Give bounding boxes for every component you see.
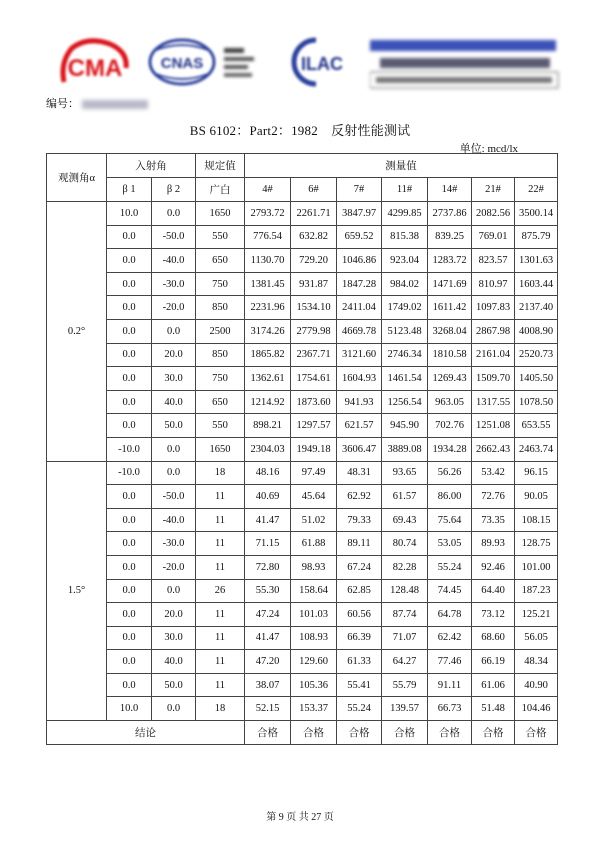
sample-header: 6#	[291, 178, 337, 202]
measured-value-cell: 187.23	[515, 579, 558, 603]
beta1-cell: -10.0	[107, 461, 152, 485]
table-row	[47, 437, 558, 461]
table-row	[47, 319, 558, 343]
measured-value-cell: 69.43	[382, 508, 428, 532]
conclusion-cell: 合格	[245, 721, 291, 745]
ilac-logo-icon	[272, 36, 358, 88]
registration-mark-icon	[222, 44, 258, 84]
measured-value-cell: 86.00	[428, 485, 472, 509]
measured-value-cell: 153.37	[291, 697, 337, 721]
measured-value-cell: 108.15	[515, 508, 558, 532]
measured-value-cell: 898.21	[245, 414, 291, 438]
measured-value-cell: 125.21	[515, 603, 558, 627]
observation-angle-cell: 0.2°	[47, 202, 107, 462]
measured-value-cell: 53.42	[472, 461, 515, 485]
header-logos	[58, 34, 558, 96]
cnas-logo-text: CNAS	[160, 55, 204, 72]
measured-value-cell: 653.55	[515, 414, 558, 438]
measured-value-cell: 62.42	[428, 626, 472, 650]
measured-value-cell: 776.54	[245, 225, 291, 249]
measured-value-cell: 96.15	[515, 461, 558, 485]
beta2-cell: 0.0	[152, 319, 196, 343]
table-row	[47, 367, 558, 391]
measured-value-cell: 61.33	[337, 650, 382, 674]
spec-value-cell: 18	[196, 461, 245, 485]
table-row	[47, 532, 558, 556]
header-row-1	[47, 154, 558, 178]
beta2-cell: -50.0	[152, 225, 196, 249]
beta2-cell: 50.0	[152, 414, 196, 438]
table-row	[47, 673, 558, 697]
measured-value-cell: 104.46	[515, 697, 558, 721]
table-row	[47, 485, 558, 509]
beta1-cell: 0.0	[107, 508, 152, 532]
measured-value-cell: 923.04	[382, 249, 428, 273]
conclusion-cell: 合格	[291, 721, 337, 745]
table-row	[47, 272, 558, 296]
spec-value-cell: 11	[196, 673, 245, 697]
cnas-logo-icon	[146, 36, 218, 88]
measured-value-cell: 1603.44	[515, 272, 558, 296]
measured-value-cell: 1934.28	[428, 437, 472, 461]
measured-value-cell: 1461.54	[382, 367, 428, 391]
measured-value-cell: 90.05	[515, 485, 558, 509]
table-row	[47, 603, 558, 627]
beta1-cell: 0.0	[107, 485, 152, 509]
measured-value-cell: 4669.78	[337, 319, 382, 343]
table-row	[47, 414, 558, 438]
measured-value-cell: 2161.04	[472, 343, 515, 367]
measured-value-cell: 64.40	[472, 579, 515, 603]
ilac-logo-text: ILAC	[301, 54, 343, 74]
measured-value-cell: 4008.90	[515, 319, 558, 343]
beta2-cell: 0.0	[152, 579, 196, 603]
measured-value-cell: 75.64	[428, 508, 472, 532]
beta2-cell: 20.0	[152, 603, 196, 627]
measured-value-cell: 1749.02	[382, 296, 428, 320]
beta1-cell: 0.0	[107, 626, 152, 650]
incidence-angle-header: 入射角	[107, 154, 196, 178]
sample-header: 7#	[337, 178, 382, 202]
page-footer: 第 9 页 共 27 页	[266, 812, 334, 823]
table-row	[47, 296, 558, 320]
measured-value-cell: 839.25	[428, 225, 472, 249]
table-row	[47, 343, 558, 367]
measured-value-cell: 41.47	[245, 508, 291, 532]
measured-value-cell: 2867.98	[472, 319, 515, 343]
beta2-cell: 0.0	[152, 697, 196, 721]
measured-value-cell: 1256.54	[382, 390, 428, 414]
spec-value-cell: 11	[196, 626, 245, 650]
beta1-header: β 1	[107, 178, 152, 202]
measured-value-cell: 1301.63	[515, 249, 558, 273]
measured-value-cell: 101.00	[515, 555, 558, 579]
beta1-cell: 0.0	[107, 249, 152, 273]
measured-value-cell: 101.03	[291, 603, 337, 627]
measured-value-cell: 2137.40	[515, 296, 558, 320]
report-number-label: 编号：	[46, 98, 79, 110]
table-row	[47, 202, 558, 226]
beta2-cell: 40.0	[152, 390, 196, 414]
measured-value-cell: 1214.92	[245, 390, 291, 414]
measured-value-cell: 52.15	[245, 697, 291, 721]
beta1-cell: 0.0	[107, 367, 152, 391]
measured-value-cell: 3174.26	[245, 319, 291, 343]
spec-value-cell: 11	[196, 508, 245, 532]
measured-value-cell: 97.49	[291, 461, 337, 485]
measured-value-cell: 3268.04	[428, 319, 472, 343]
cma-logo-text: CMA	[67, 55, 123, 82]
report-number-value-redacted	[82, 100, 148, 109]
measured-value-cell: 945.90	[382, 414, 428, 438]
measured-value-cell: 1130.70	[245, 249, 291, 273]
measured-value-cell: 72.80	[245, 555, 291, 579]
measured-value-cell: 45.64	[291, 485, 337, 509]
beta2-cell: 0.0	[152, 202, 196, 226]
measured-value-cell: 56.05	[515, 626, 558, 650]
measured-value-cell: 89.11	[337, 532, 382, 556]
measured-value-cell: 810.97	[472, 272, 515, 296]
conclusion-row	[47, 721, 558, 745]
beta2-cell: -20.0	[152, 555, 196, 579]
spec-value-cell: 1650	[196, 437, 245, 461]
sample-header: 21#	[472, 178, 515, 202]
spec-value-cell: 850	[196, 296, 245, 320]
table-row	[47, 508, 558, 532]
measured-value-cell: 66.73	[428, 697, 472, 721]
measured-value-cell: 66.19	[472, 650, 515, 674]
measured-value-cell: 702.76	[428, 414, 472, 438]
measured-value-cell: 158.64	[291, 579, 337, 603]
measured-value-cell: 74.45	[428, 579, 472, 603]
measured-value-cell: 79.33	[337, 508, 382, 532]
beta2-cell: -20.0	[152, 296, 196, 320]
measured-value-cell: 3889.08	[382, 437, 428, 461]
measured-value-cell: 659.52	[337, 225, 382, 249]
measured-value-cell: 108.93	[291, 626, 337, 650]
beta1-cell: 0.0	[107, 390, 152, 414]
beta2-cell: -50.0	[152, 485, 196, 509]
measured-value-cell: 1405.50	[515, 367, 558, 391]
measured-value-cell: 66.39	[337, 626, 382, 650]
header-row-2	[47, 178, 558, 202]
measured-value-header: 测量值	[245, 154, 558, 178]
spec-value-cell: 26	[196, 579, 245, 603]
beta2-cell: 20.0	[152, 343, 196, 367]
beta2-cell: -40.0	[152, 508, 196, 532]
measured-value-cell: 1865.82	[245, 343, 291, 367]
spec-value-cell: 750	[196, 272, 245, 296]
measured-value-cell: 1604.93	[337, 367, 382, 391]
measured-value-cell: 55.24	[428, 555, 472, 579]
beta2-cell: -30.0	[152, 272, 196, 296]
measured-value-cell: 1611.42	[428, 296, 472, 320]
spec-value-cell: 850	[196, 343, 245, 367]
spec-value-header: 规定值	[196, 154, 245, 178]
measured-value-cell: 60.56	[337, 603, 382, 627]
measured-value-cell: 40.90	[515, 673, 558, 697]
measured-value-cell: 77.46	[428, 650, 472, 674]
beta2-cell: -30.0	[152, 532, 196, 556]
conclusion-cell: 合格	[472, 721, 515, 745]
measured-value-cell: 2463.74	[515, 437, 558, 461]
measured-value-cell: 632.82	[291, 225, 337, 249]
measured-value-cell: 2793.72	[245, 202, 291, 226]
measured-value-cell: 1078.50	[515, 390, 558, 414]
measured-value-cell: 815.38	[382, 225, 428, 249]
measured-value-cell: 139.57	[382, 697, 428, 721]
beta2-cell: -40.0	[152, 249, 196, 273]
measured-value-cell: 769.01	[472, 225, 515, 249]
beta1-cell: 10.0	[107, 697, 152, 721]
measured-value-cell: 2411.04	[337, 296, 382, 320]
measured-value-cell: 98.93	[291, 555, 337, 579]
measured-value-cell: 1949.18	[291, 437, 337, 461]
measured-value-cell: 875.79	[515, 225, 558, 249]
beta1-cell: 0.0	[107, 414, 152, 438]
measured-value-cell: 941.93	[337, 390, 382, 414]
sample-header: 11#	[382, 178, 428, 202]
beta1-cell: 0.0	[107, 673, 152, 697]
spec-value-cell: 2500	[196, 319, 245, 343]
measured-value-cell: 41.47	[245, 626, 291, 650]
beta2-cell: 30.0	[152, 367, 196, 391]
measured-value-cell: 71.15	[245, 532, 291, 556]
measured-value-cell: 40.69	[245, 485, 291, 509]
measured-value-cell: 963.05	[428, 390, 472, 414]
measured-value-cell: 61.57	[382, 485, 428, 509]
measured-value-cell: 56.26	[428, 461, 472, 485]
measured-value-cell: 1317.55	[472, 390, 515, 414]
beta1-cell: 0.0	[107, 225, 152, 249]
measured-value-cell: 3121.60	[337, 343, 382, 367]
measured-value-cell: 64.27	[382, 650, 428, 674]
conclusion-cell: 合格	[337, 721, 382, 745]
spec-value-cell: 11	[196, 485, 245, 509]
measured-value-cell: 80.74	[382, 532, 428, 556]
conclusion-cell: 合格	[515, 721, 558, 745]
measured-value-cell: 51.48	[472, 697, 515, 721]
measured-value-cell: 91.11	[428, 673, 472, 697]
beta2-cell: 30.0	[152, 626, 196, 650]
organization-name-icon	[370, 36, 560, 92]
measured-value-cell: 82.28	[382, 555, 428, 579]
table-row	[47, 697, 558, 721]
measured-value-cell: 53.05	[428, 532, 472, 556]
beta2-cell: 40.0	[152, 650, 196, 674]
measured-value-cell: 64.78	[428, 603, 472, 627]
measured-value-cell: 2231.96	[245, 296, 291, 320]
measured-value-cell: 3606.47	[337, 437, 382, 461]
beta1-cell: 0.0	[107, 343, 152, 367]
measured-value-cell: 2737.86	[428, 202, 472, 226]
measured-value-cell: 2746.34	[382, 343, 428, 367]
beta1-cell: -10.0	[107, 437, 152, 461]
measured-value-cell: 55.79	[382, 673, 428, 697]
beta1-cell: 0.0	[107, 272, 152, 296]
measured-value-cell: 823.57	[472, 249, 515, 273]
beta1-cell: 10.0	[107, 202, 152, 226]
spec-value-cell: 11	[196, 650, 245, 674]
conclusion-cell: 合格	[382, 721, 428, 745]
measured-value-cell: 1810.58	[428, 343, 472, 367]
table-row	[47, 555, 558, 579]
measured-value-cell: 1297.57	[291, 414, 337, 438]
spec-value-cell: 11	[196, 555, 245, 579]
measured-value-cell: 93.65	[382, 461, 428, 485]
conclusion-label: 结论	[47, 721, 245, 745]
table-row	[47, 225, 558, 249]
measured-value-cell: 62.92	[337, 485, 382, 509]
sample-header: 14#	[428, 178, 472, 202]
measured-value-cell: 61.06	[472, 673, 515, 697]
measured-value-cell: 3847.97	[337, 202, 382, 226]
table-row	[47, 461, 558, 485]
table-row	[47, 249, 558, 273]
measured-value-cell: 67.24	[337, 555, 382, 579]
measured-value-cell: 73.35	[472, 508, 515, 532]
measured-value-cell: 1873.60	[291, 390, 337, 414]
measured-value-cell: 62.85	[337, 579, 382, 603]
measured-value-cell: 47.20	[245, 650, 291, 674]
table-row	[47, 579, 558, 603]
measured-value-cell: 2779.98	[291, 319, 337, 343]
measured-value-cell: 72.76	[472, 485, 515, 509]
measured-value-cell: 128.75	[515, 532, 558, 556]
measured-value-cell: 2367.71	[291, 343, 337, 367]
measured-value-cell: 2261.71	[291, 202, 337, 226]
measured-value-cell: 621.57	[337, 414, 382, 438]
measured-value-cell: 4299.85	[382, 202, 428, 226]
measured-value-cell: 729.20	[291, 249, 337, 273]
document-title: BS 6102：Part2：1982 反射性能测试	[189, 123, 411, 138]
measured-value-cell: 1046.86	[337, 249, 382, 273]
spec-value-cell: 11	[196, 532, 245, 556]
spec-value-cell: 550	[196, 225, 245, 249]
measured-value-cell: 68.60	[472, 626, 515, 650]
measured-value-cell: 2304.03	[245, 437, 291, 461]
beta1-cell: 0.0	[107, 532, 152, 556]
measured-value-cell: 2082.56	[472, 202, 515, 226]
measured-value-cell: 55.30	[245, 579, 291, 603]
measured-value-cell: 1381.45	[245, 272, 291, 296]
beta1-cell: 0.0	[107, 603, 152, 627]
measured-value-cell: 61.88	[291, 532, 337, 556]
measured-value-cell: 105.36	[291, 673, 337, 697]
measured-value-cell: 73.12	[472, 603, 515, 627]
spec-value-cell: 650	[196, 390, 245, 414]
unit-label: 单位: mcd/lx	[459, 143, 518, 155]
measured-value-cell: 128.48	[382, 579, 428, 603]
measured-value-cell: 48.34	[515, 650, 558, 674]
beta1-cell: 0.0	[107, 579, 152, 603]
measured-value-cell: 984.02	[382, 272, 428, 296]
sample-header: 22#	[515, 178, 558, 202]
measured-value-cell: 92.46	[472, 555, 515, 579]
measured-value-cell: 1847.28	[337, 272, 382, 296]
measured-value-cell: 51.02	[291, 508, 337, 532]
measured-value-cell: 1471.69	[428, 272, 472, 296]
measured-value-cell: 71.07	[382, 626, 428, 650]
spec-value-cell: 11	[196, 603, 245, 627]
measured-value-cell: 5123.48	[382, 319, 428, 343]
measured-value-cell: 129.60	[291, 650, 337, 674]
beta2-cell: 50.0	[152, 673, 196, 697]
measured-value-cell: 47.24	[245, 603, 291, 627]
spec-value-cell: 750	[196, 367, 245, 391]
beta1-cell: 0.0	[107, 555, 152, 579]
spec-color-header: 广白	[196, 178, 245, 202]
measured-value-cell: 1534.10	[291, 296, 337, 320]
conclusion-cell: 合格	[428, 721, 472, 745]
measured-value-cell: 1283.72	[428, 249, 472, 273]
beta2-header: β 2	[152, 178, 196, 202]
measured-value-cell: 931.87	[291, 272, 337, 296]
measured-value-cell: 1269.43	[428, 367, 472, 391]
measured-value-cell: 48.16	[245, 461, 291, 485]
beta1-cell: 0.0	[107, 650, 152, 674]
measured-value-cell: 1754.61	[291, 367, 337, 391]
beta1-cell: 0.0	[107, 319, 152, 343]
measured-value-cell: 3500.14	[515, 202, 558, 226]
observation-angle-cell: 1.5°	[47, 461, 107, 721]
table-row	[47, 626, 558, 650]
sample-header: 4#	[245, 178, 291, 202]
table-row	[47, 390, 558, 414]
measured-value-cell: 55.41	[337, 673, 382, 697]
cma-logo-icon	[58, 38, 132, 86]
measured-value-cell: 55.24	[337, 697, 382, 721]
beta2-cell: 0.0	[152, 461, 196, 485]
measured-value-cell: 1097.83	[472, 296, 515, 320]
measured-value-cell: 1251.08	[472, 414, 515, 438]
beta2-cell: 0.0	[152, 437, 196, 461]
spec-value-cell: 1650	[196, 202, 245, 226]
spec-value-cell: 650	[196, 249, 245, 273]
measured-value-cell: 48.31	[337, 461, 382, 485]
spec-value-cell: 550	[196, 414, 245, 438]
measured-value-cell: 38.07	[245, 673, 291, 697]
measured-value-cell: 89.93	[472, 532, 515, 556]
beta1-cell: 0.0	[107, 296, 152, 320]
measured-value-cell: 1509.70	[472, 367, 515, 391]
measurement-table	[46, 153, 558, 745]
observation-angle-header: 观测角α	[47, 154, 107, 202]
measured-value-cell: 2662.43	[472, 437, 515, 461]
report-number	[46, 95, 148, 111]
measured-value-cell: 87.74	[382, 603, 428, 627]
measured-value-cell: 1362.61	[245, 367, 291, 391]
table-row	[47, 650, 558, 674]
measured-value-cell: 2520.73	[515, 343, 558, 367]
spec-value-cell: 18	[196, 697, 245, 721]
